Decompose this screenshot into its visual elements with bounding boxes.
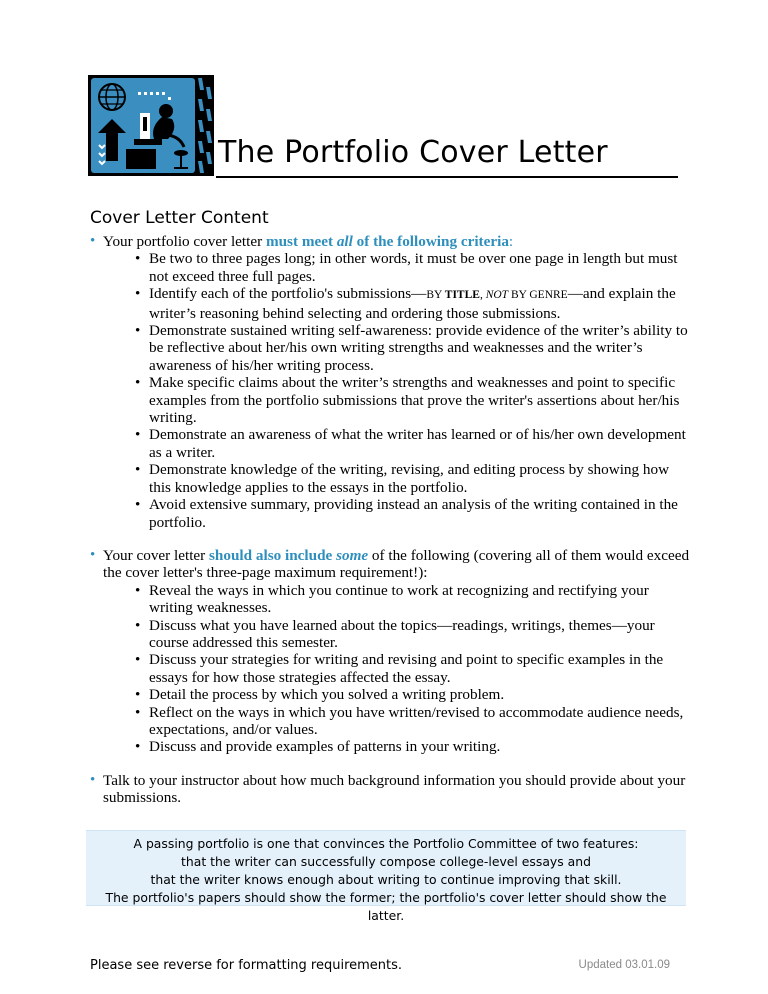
list-item: • Discuss your strategies for writing and revising and point to specific examples in the essays for how those strategies affected the essay. — [135, 651, 664, 686]
optional-intro: Your cover letter should also include some of the following (covering all of them would exceed the cover letter's three-page maximum requirement!): — [103, 546, 690, 582]
list-item: • Be two to three pages long; in other words, it must be over one page in length but must not exceed three full pages. — [135, 250, 678, 285]
writer-at-desk-illustration — [88, 75, 214, 176]
passing-portfolio-callout — [86, 830, 686, 923]
list-item: • Identify each of the portfolio's submissions—BY TITLE, NOT BY GENRE—and explain the writer’s reasoning behind selecting and ordering those submissions. — [135, 285, 676, 322]
list-item: • Avoid extensive summary, providing instead an analysis of the writing contained in the portfolio. — [135, 496, 678, 531]
bullet-icon: • — [90, 233, 96, 249]
list-item: • Demonstrate an awareness of what the writer has learned or of his/her own development as a writer. — [135, 426, 686, 461]
bullet-icon: • — [90, 546, 96, 563]
callout-line: that the writer knows enough about writing to continue improving that skill. — [150, 872, 622, 887]
list-item: • Discuss what you have learned about the topics—readings, writings, themes—your course addressed this semester. — [135, 616, 655, 651]
instructor-note: Talk to your instructor about how much background information you should provide about your submissions. — [103, 771, 686, 807]
bullet-icon: • — [135, 461, 141, 479]
bullet-icon: • — [90, 771, 96, 788]
optional-list — [103, 582, 690, 756]
callout-line: A passing portfolio is one that convinces the Portfolio Committee of two features: — [133, 836, 639, 851]
list-item: • Make specific claims about the writer’s strengths and weaknesses and point to specific examples from the portfolio submissions that prove the writer's assertions about her/his writing. — [135, 374, 680, 427]
criteria-list — [103, 250, 690, 531]
bullet-icon: • — [135, 496, 141, 514]
list-item: • Detail the process by which you solved a writing problem. — [135, 686, 505, 704]
list-item: • Discuss and provide examples of patterns in your writing. — [135, 738, 501, 756]
bullet-icon: • — [135, 581, 141, 599]
list-item: • Reflect on the ways in which you have written/revised to accommodate audience needs, expectations, and/or values. — [135, 703, 684, 738]
document-title: The Portfolio Cover Letter — [218, 135, 608, 170]
bullet-icon: • — [135, 426, 141, 444]
criteria-intro: Your portfolio cover letter must meet all of the following criteria: — [103, 233, 514, 250]
bullet-icon: • — [135, 616, 141, 634]
bullet-icon: • — [135, 285, 141, 303]
callout-line: The portfolio's papers should show the former; the portfolio's cover letter should show the latter. — [105, 890, 667, 923]
instructor-note-block — [90, 772, 690, 807]
list-item: • Demonstrate sustained writing self-awareness: provide evidence of the writer’s ability to be reflective about her/his own writing strengths and weaknesses and the writer’s awareness of his/her writing process. — [135, 322, 688, 374]
content-body — [90, 233, 690, 807]
list-item: • Demonstrate knowledge of the writing, revising, and editing process by showing how this knowledge applies to the essays in the portfolio. — [135, 461, 670, 496]
updated-date: Updated 03.01.09 — [578, 959, 670, 971]
title-underline — [216, 176, 678, 178]
bullet-icon: • — [135, 738, 141, 756]
callout-line: that the writer can successfully compose college-level essays and — [181, 854, 591, 869]
criteria-block — [90, 233, 690, 531]
bullet-icon: • — [135, 686, 141, 704]
bullet-icon: • — [135, 250, 141, 268]
bullet-icon: • — [135, 703, 141, 721]
optional-block — [90, 547, 690, 756]
bullet-icon: • — [135, 651, 141, 669]
section-heading: Cover Letter Content — [90, 208, 269, 228]
bullet-icon: • — [135, 374, 141, 392]
list-item: • Reveal the ways in which you continue to work at recognizing and rectifying your writing weaknesses. — [135, 581, 649, 617]
footer-note: Please see reverse for formatting requirements. — [90, 958, 403, 973]
bullet-icon: • — [135, 322, 141, 340]
